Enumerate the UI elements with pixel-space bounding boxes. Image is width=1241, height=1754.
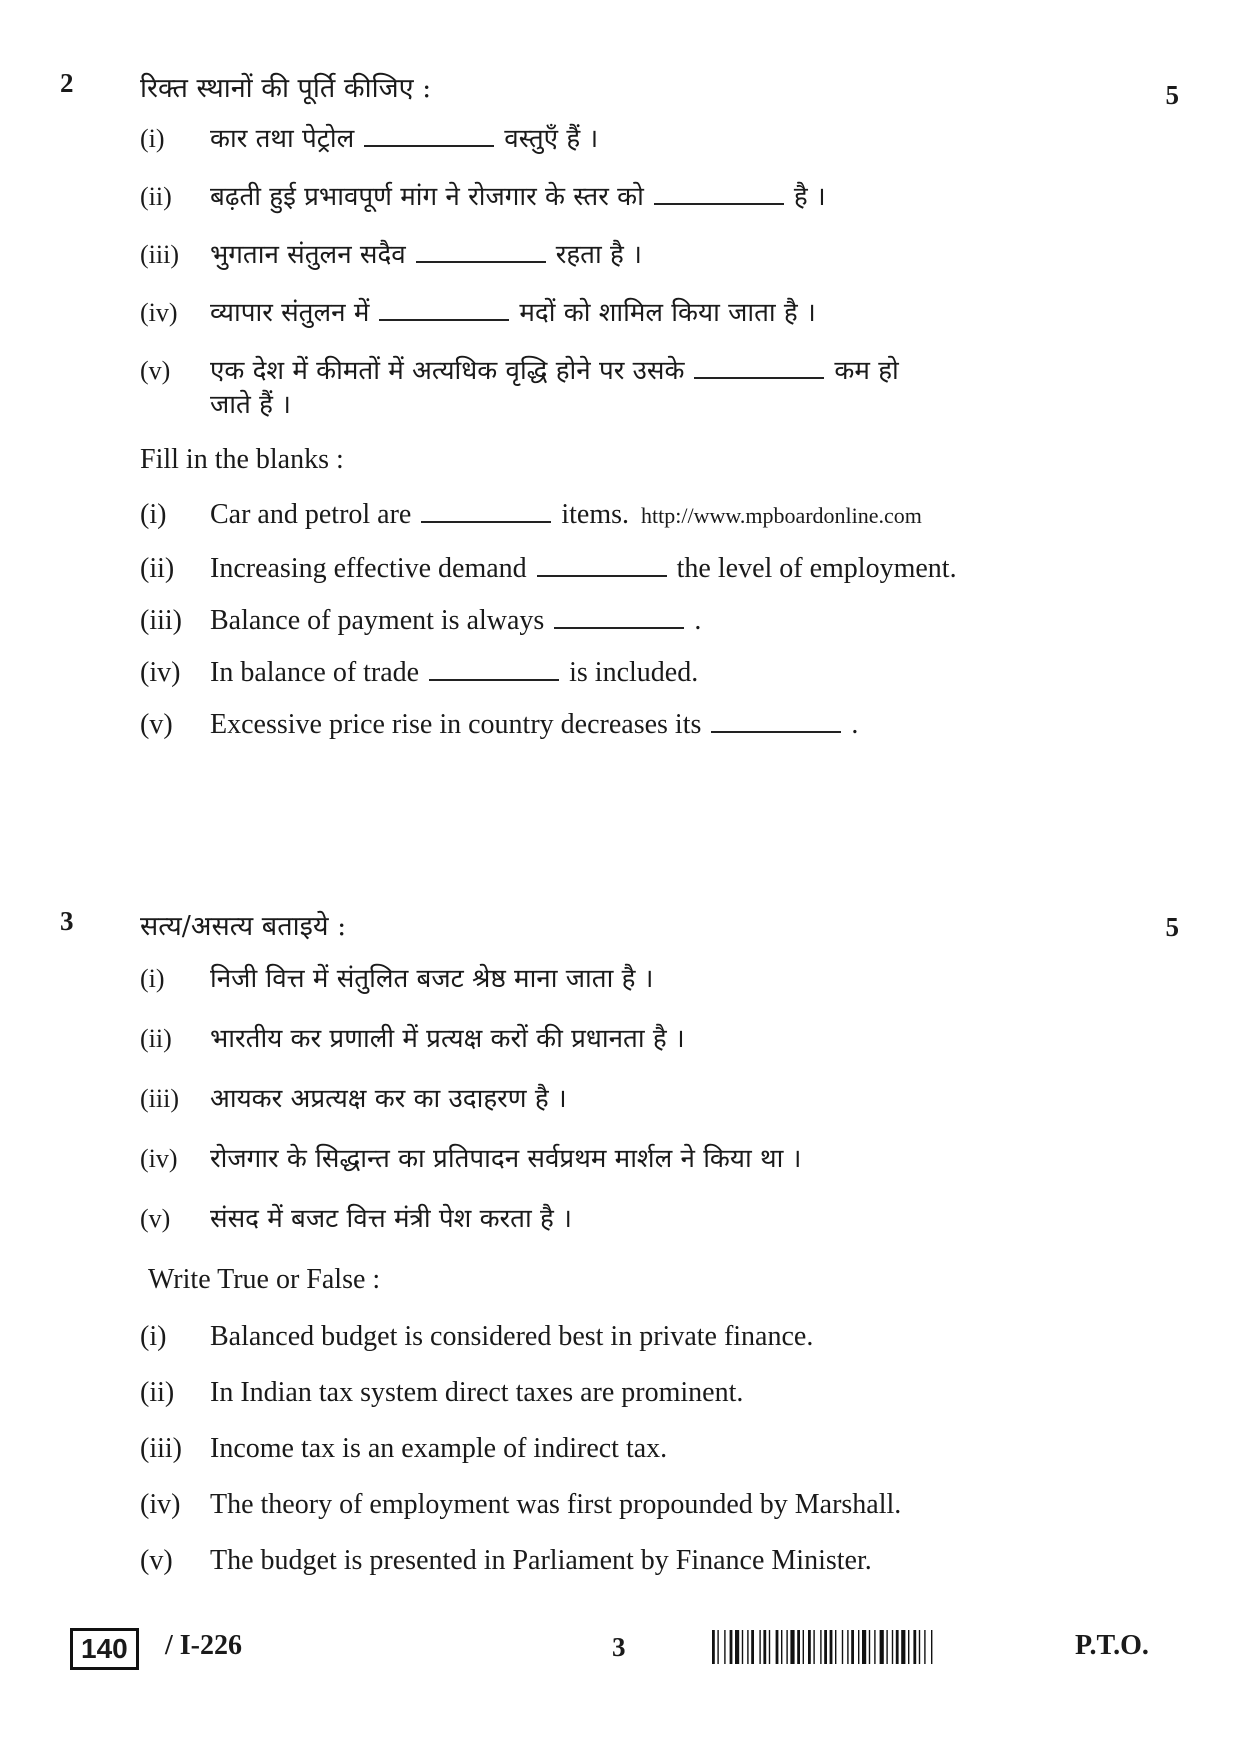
item-number: (v): [140, 709, 173, 740]
item-text: मदों को शामिल किया जाता है ।: [519, 298, 816, 328]
answer-blank: [537, 553, 667, 577]
item-text: is included.: [569, 657, 699, 688]
item-text: The theory of employment was first propounded by Marshall.: [210, 1489, 902, 1520]
item-text: Car and petrol are: [210, 499, 412, 530]
answer-blank: [364, 123, 494, 147]
item-number: (iv): [140, 298, 178, 327]
item-text: जाते हैं ।: [210, 390, 292, 420]
question-heading-english: Write True or False :: [148, 1264, 381, 1295]
item-text: The budget is presented in Parliament by Finance Minister.: [210, 1545, 872, 1576]
item-text: है ।: [793, 182, 826, 212]
question-marks: 5: [1165, 912, 1179, 942]
please-turn-over: P.T.O.: [1075, 1630, 1149, 1661]
item-number: (ii): [140, 553, 175, 584]
item-text: Balanced budget is considered best in private finance.: [210, 1321, 814, 1352]
item-number: (v): [140, 356, 171, 385]
question-heading-english: Fill in the blanks :: [140, 444, 344, 475]
answer-blank: [429, 657, 559, 681]
item-number: (i): [140, 124, 165, 153]
answer-blank: [379, 297, 509, 321]
item-text: .: [694, 605, 702, 636]
item-number: (iv): [140, 1489, 181, 1520]
item-number: (i): [140, 964, 165, 993]
item-text: व्यापार संतुलन में: [210, 298, 370, 328]
item-number: (iii): [140, 1433, 182, 1464]
item-text: वस्तुएँ हैं ।: [504, 124, 599, 154]
website-link[interactable]: http://www.mpboardonline.com: [641, 503, 922, 528]
item-number: (iii): [140, 1084, 179, 1113]
item-text: In Indian tax system direct taxes are prominent.: [210, 1377, 744, 1408]
item-text: रोजगार के सिद्धान्त का प्रतिपादन सर्वप्रथम मार्शल ने किया था ।: [210, 1144, 802, 1174]
page-number: 3: [612, 1632, 626, 1662]
item-text: .: [851, 709, 859, 740]
answer-blank: [694, 355, 824, 379]
item-number: (iii): [140, 240, 179, 269]
item-text: बढ़ती हुई प्रभावपूर्ण मांग ने रोजगार के स्तर को: [210, 182, 644, 212]
item-number: (i): [140, 1321, 167, 1352]
item-number: (ii): [140, 1024, 172, 1053]
item-text: Balance of payment is always: [210, 605, 545, 636]
item-number: (ii): [140, 182, 172, 211]
item-text: एक देश में कीमतों में अत्यधिक वृद्धि होने पर उसके: [210, 356, 685, 386]
item-number: (v): [140, 1204, 171, 1233]
question-heading-hindi: सत्य/असत्य बताइये :: [140, 911, 347, 942]
barcode-image: [712, 1630, 1052, 1664]
item-text: निजी वित्त में संतुलित बजट श्रेष्ठ माना जाता है ।: [210, 964, 654, 994]
question-heading-hindi: रिक्त स्थानों की पूर्ति कीजिए :: [140, 73, 432, 104]
item-number: (i): [140, 499, 167, 530]
answer-blank: [554, 605, 684, 629]
item-number: (ii): [140, 1377, 175, 1408]
item-text: Increasing effective demand: [210, 553, 527, 584]
answer-blank: [711, 709, 841, 733]
item-text: the level of employment.: [676, 553, 957, 584]
question-number: 2: [60, 68, 74, 98]
question-marks: 5: [1165, 80, 1179, 110]
answer-blank: [416, 239, 546, 263]
item-text: In balance of trade: [210, 657, 420, 688]
item-text: भारतीय कर प्रणाली में प्रत्यक्ष करों की प्रधानता है ।: [210, 1024, 685, 1054]
item-text: Income tax is an example of indirect tax.: [210, 1433, 668, 1464]
answer-blank: [654, 181, 784, 205]
paper-code: / I-226: [165, 1630, 242, 1661]
item-number: (iv): [140, 657, 181, 688]
item-number: (iv): [140, 1144, 178, 1173]
item-text: Excessive price rise in country decreases its: [210, 709, 702, 740]
item-text: आयकर अप्रत्यक्ष कर का उदाहरण है ।: [210, 1084, 567, 1114]
item-text: कार तथा पेट्रोल: [210, 124, 355, 154]
item-text: संसद में बजट वित्त मंत्री पेश करता है ।: [210, 1204, 572, 1234]
booklet-code-box: 140: [70, 1628, 139, 1670]
page-footer: [0, 1628, 1241, 1678]
item-number: (iii): [140, 605, 182, 636]
item-text: कम हो: [834, 356, 899, 386]
item-text: रहता है ।: [555, 240, 642, 270]
item-text: भुगतान संतुलन सदैव: [210, 240, 406, 270]
question-number: 3: [60, 906, 74, 936]
answer-blank: [421, 499, 551, 523]
item-number: (v): [140, 1545, 173, 1576]
item-text: items.: [561, 499, 630, 530]
